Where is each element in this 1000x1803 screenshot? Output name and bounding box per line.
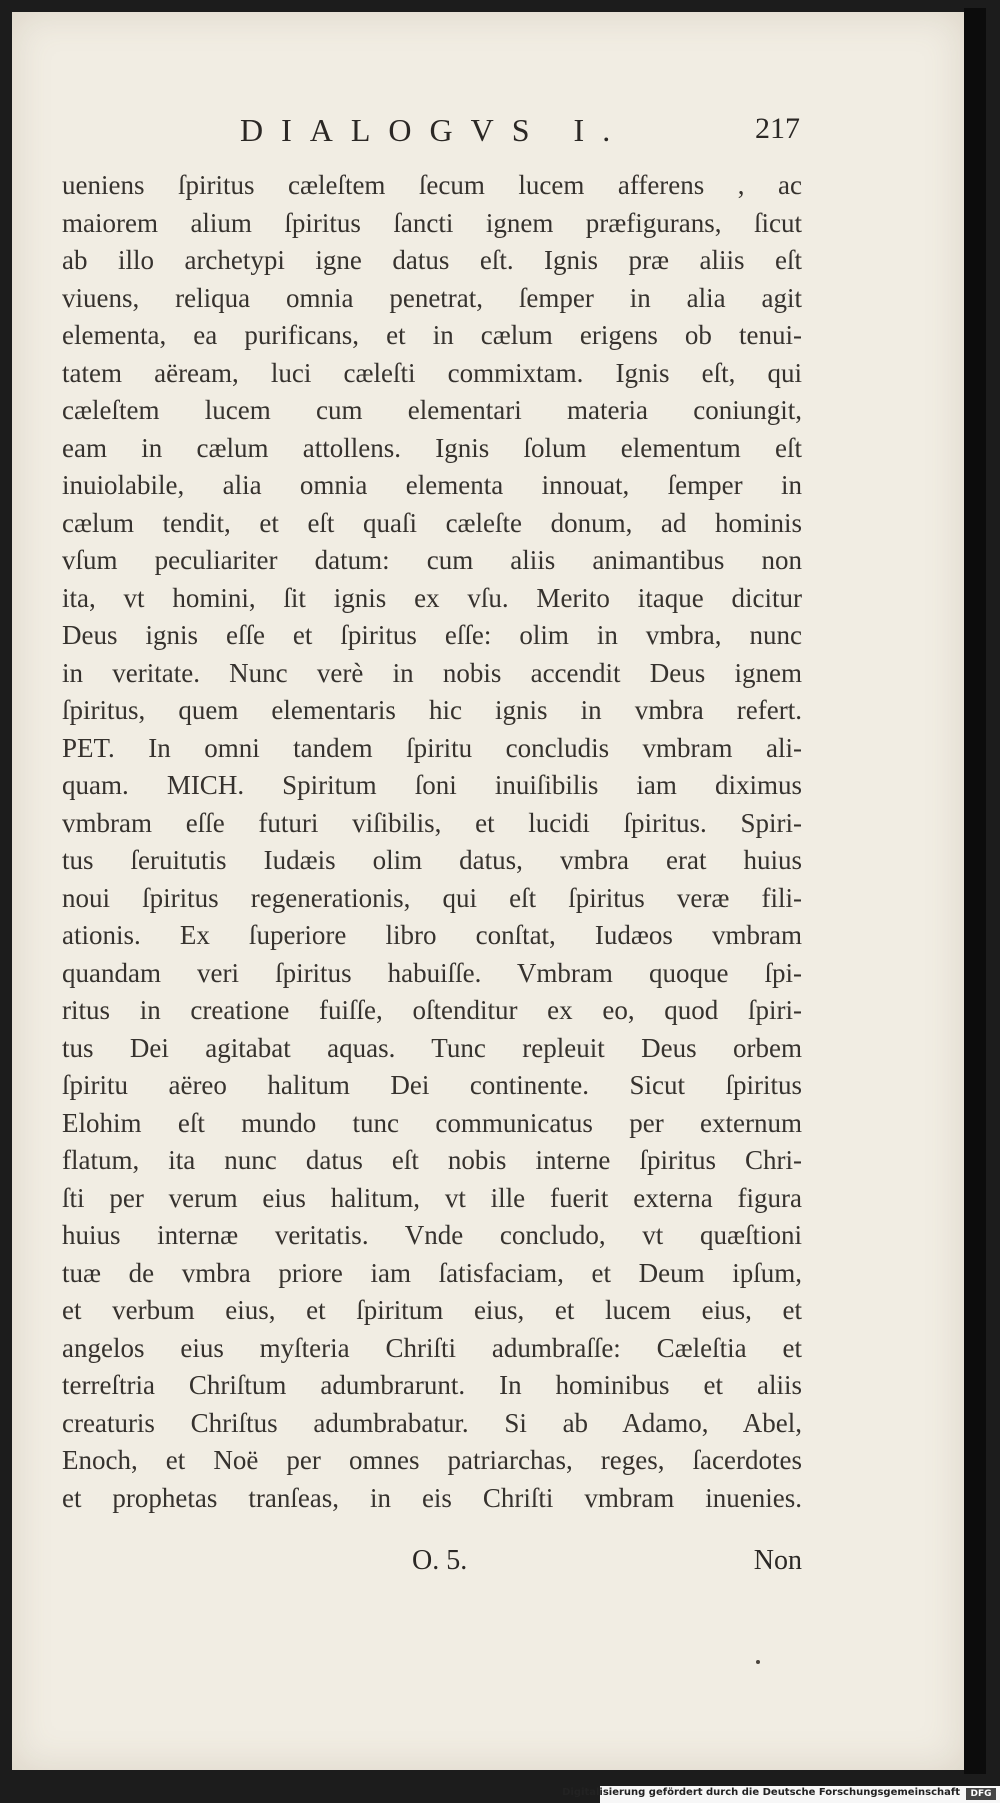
page-header [240,112,800,156]
text-line: ab illo archetypi igne datus eſt. Ignis præ aliis eſt [62,245,802,275]
text-line: Elohim eſt mundo tunc communicatus per externum [62,1107,802,1138]
text-line: quandam veri ſpiritus habuiſſe. Vmbram quoque ſpi- [62,957,802,988]
text-line: elementa, ea purificans, et in cælum erigens ob tenui- [62,320,802,350]
text-line: angelos eius myſteria Chriſti adumbraſſe: Cæleſtia et [62,1332,802,1363]
text-line: Enoch, et Noë per omnes patriarchas, reges, ſacerdotes [62,1445,802,1475]
text-line: huius internæ veritatis. Vnde concludo, vt quæſtioni [62,1220,802,1250]
text-line: vmbram eſſe futuri viſibilis, et lucidi ſpiritus. Spiri- [62,807,802,838]
text-line: flatum, ita nunc datus eſt nobis interne ſpiritus Chri- [62,1145,802,1175]
text-line: vſum peculiariter datum: cum aliis animantibus non [62,545,802,575]
text-line: ueniens ſpiritus cæleſtem ſecum lucem afferens , ac [62,170,802,200]
body-text [62,167,802,1517]
text-line: ſpiritu aëreo halitum Dei continente. Sicut ſpiritus [62,1070,802,1100]
text-line: creaturis Chriſtus adumbrabatur. Si ab Adamo, Abel, [62,1407,802,1438]
text-line: eam in cælum attollens. Ignis ſolum elementum eſt [62,432,802,463]
text-line: cæleſtem lucem cum elementari materia coniungit, [62,395,802,425]
text-line: viuens, reliqua omnia penetrat, ſemper in alia agit [62,282,802,313]
text-line: maiorem alium ſpiritus ſancti ignem præfigurans, ſicut [62,207,802,238]
text-line: ſpiritus, quem elementaris hic ignis in vmbra refert. [62,695,802,725]
text-line: PET. In omni tandem ſpiritu concludis vmbram ali- [62,732,802,763]
page-number: 217 [755,112,800,145]
credit-text: Digitalisierung gefördert durch die Deutsche Forschungsgemeinschaft [562,1787,960,1798]
text-line: quam. MICH. Spiritum ſoni inuiſibilis iam diximus [62,770,802,800]
text-line: tatem aëream, luci cæleſti commixtam. Ignis eſt, qui [62,357,802,388]
text-line: et prophetas tranſeas, in eis Chriſti vmbram inuenies. [62,1482,802,1513]
text-line: ritus in creatione fuiſſe, oſtenditur ex eo, quod ſpiri- [62,995,802,1025]
text-line: tus ſeruitutis Iudæis olim datus, vmbra erat huius [62,845,802,875]
paper-speck [756,1660,760,1664]
running-head: DIALOGVS I. [240,112,629,148]
text-line: Deus ignis eſſe et ſpiritus eſſe: olim in vmbra, nunc [62,620,802,650]
text-line: inuiolabile, alia omnia elementa innouat, ſemper in [62,470,802,500]
text-line: noui ſpiritus regenerationis, qui eſt ſpiritus veræ fili- [62,882,802,913]
text-line: ſti per verum eius halitum, vt ille fuerit externa figura [62,1182,802,1213]
text-line: ationis. Ex ſuperiore libro conſtat, Iudæos vmbram [62,920,802,950]
text-line: ita, vt homini, ſit ignis ex vſu. Merito itaque dicitur [62,582,802,613]
text-line: in veritate. Nunc verè in nobis accendit Deus ignem [62,657,802,688]
text-line: tuæ de vmbra priore iam ſatisfaciam, et Deum ipſum, [62,1257,802,1288]
book-edge [964,8,986,1774]
digitization-credit-bar [562,1786,1000,1803]
text-line: et verbum eius, et ſpiritum eius, et lucem eius, et [62,1295,802,1325]
text-line: tus Dei agitabat aquas. Tunc repleuit Deus orbem [62,1032,802,1063]
text-line: cælum tendit, et eſt quaſi cæleſte donum, ad hominis [62,507,802,538]
dfg-logo: DFG [966,1788,996,1800]
text-line: terreſtria Chriſtum adumbrarunt. In hominibus et aliis [62,1370,802,1400]
page-footer [62,1545,802,1585]
signature-mark: O. 5. [412,1545,468,1576]
catchword: Non [753,1545,802,1576]
